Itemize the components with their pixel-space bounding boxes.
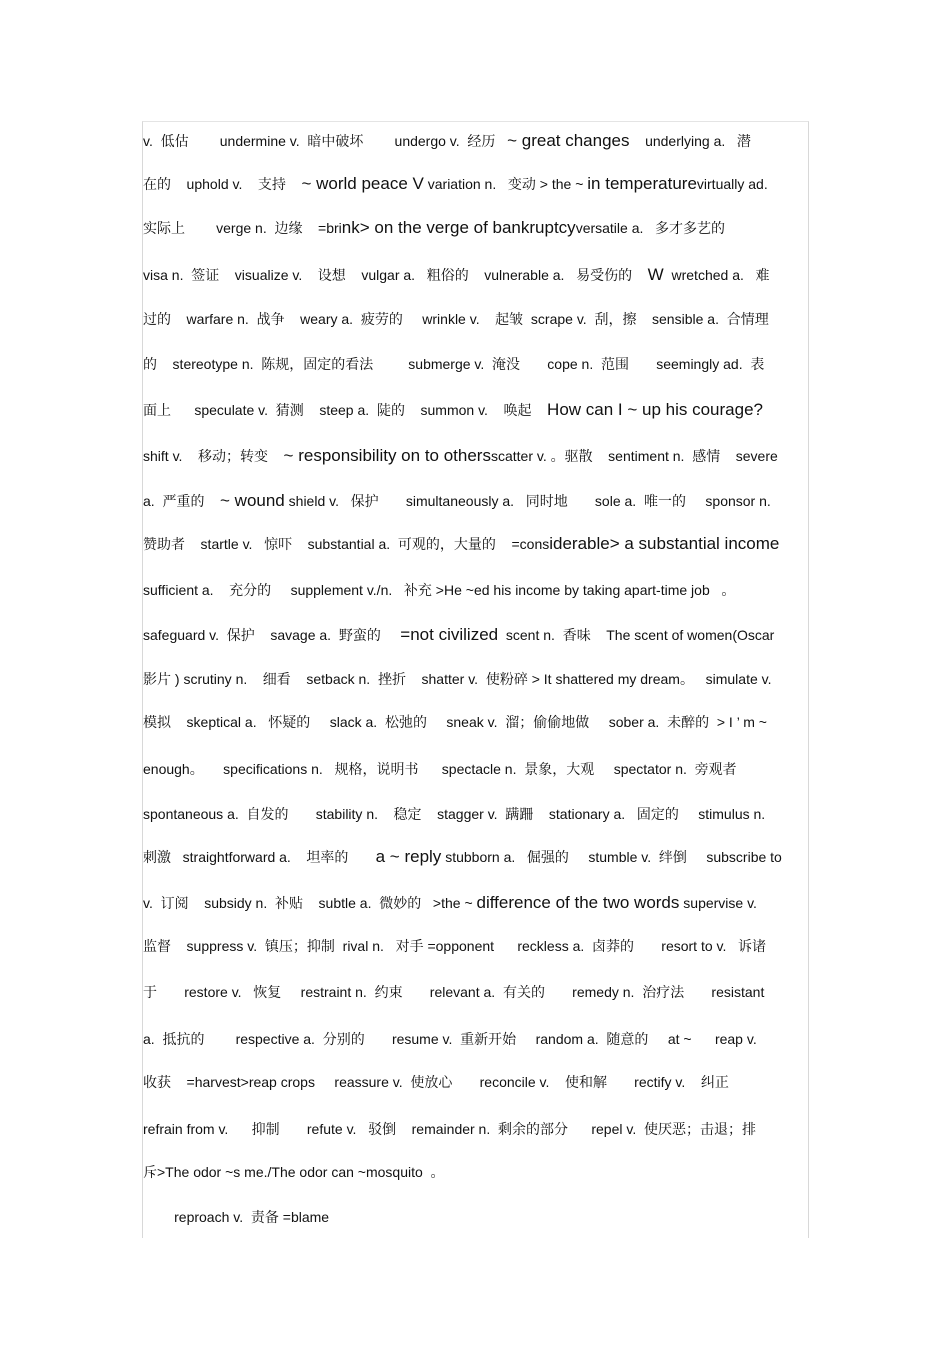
text-line — [143, 888, 813, 918]
text-line — [143, 486, 813, 516]
entry-text: safeguard v. 保护 savage a. 野蛮的 — [143, 627, 401, 643]
text-line — [143, 1067, 813, 1097]
example-phrase: ~ wound — [220, 491, 285, 510]
text-line — [143, 395, 813, 425]
entry-text: 面上 speculate v. 猜测 steep a. 陡的 summon v. 唤起 — [143, 402, 548, 418]
entry-text: v. 低估 undermine v. 暗中破坏 undergo v. 经历 — [143, 133, 508, 149]
entry-text: versatile a. 多才多艺的 — [575, 220, 726, 236]
entry-text: 实际上 verge n. 边缘 =bri — [143, 220, 342, 236]
entry-text: stubborn a. 倔强的 stumble v. 绊倒 subscribe to — [441, 849, 782, 865]
entry-text: 的 stereotype n. 陈规，固定的看法 submerge v. 淹没 cope n. 范围 seemingly ad. 表 — [143, 356, 765, 372]
entry-text: virtually ad. — [696, 176, 768, 192]
entry-text: reproach v. 责备 =blame — [143, 1209, 330, 1225]
text-line — [143, 1024, 813, 1054]
text-line — [143, 260, 813, 290]
entry-text: spontaneous a. 自发的 stability n. 稳定 stagger v. 蹒跚 stationary a. 固定的 stimulus n. — [143, 806, 766, 822]
text-line — [143, 1114, 813, 1144]
entry-text: 赞助者 startle v. 惊吓 substantial a. 可观的，大量的 =cons — [143, 536, 550, 552]
entry-text: a. 严重的 — [143, 493, 221, 509]
entry-text: supervise v. — [679, 895, 757, 911]
entry-text: 模拟 skeptical a. 怀疑的 slack a. 松弛的 sneak v. 溜；偷偷地做 sober a. 未醉的 > I ’ m ~ — [143, 714, 767, 730]
entry-text: 于 restore v. 恢复 restraint n. 约束 relevant a. 有关的 remedy n. 治疗法 resistant — [143, 984, 765, 1000]
text-line — [143, 977, 813, 1007]
entry-text: enough。 specifications n. 规格，说明书 spectacle n. 景象，大观 spectator n. 旁观者 — [143, 761, 737, 777]
example-phrase: nk> on the verge of bankruptcy — [341, 218, 576, 237]
text-line — [143, 620, 813, 650]
example-phrase: difference of the two words — [476, 893, 680, 912]
entry-text: visa n. 签证 visualize v. 设想 vulgar a. 粗俗的 vulnerable a. 易受伤的 — [143, 267, 648, 283]
text-line — [143, 349, 813, 379]
text-line — [143, 1202, 813, 1232]
text-line — [143, 664, 813, 694]
example-phrase: How can I ~ up his courage? — [547, 400, 763, 419]
text-line — [143, 304, 813, 334]
example-phrase: ~ world peace V — [301, 174, 424, 193]
entry-text: refrain from v. 抑制 refute v. 驳倒 remainder n. 剩余的部分 repel v. 使厌恶；击退；排 — [143, 1121, 757, 1137]
text-line — [143, 799, 813, 829]
entry-text: 影片 ) scrutiny n. 细看 setback n. 挫折 shatter v. 使粉碎 > It shattered my dream。 simulate v. — [143, 671, 772, 687]
entry-text: a. 抵抗的 respective a. 分别的 resume v. 重新开始 random a. 随意的 at ~ reap v. — [143, 1031, 757, 1047]
example-phrase: =not civilized — [400, 625, 499, 644]
entry-text: underlying a. 潜 — [629, 133, 751, 149]
entry-text: 收获 =harvest>reap crops reassure v. 使放心 reconcile v. 使和解 rectify v. 纠正 — [143, 1074, 729, 1090]
text-line — [143, 126, 813, 156]
entry-text: 监督 suppress v. 镇压；抑制 rival n. 对手 =opponent reckless a. 卤莽的 resort to v. 诉诸 — [143, 938, 767, 954]
example-phrase: iderable> a substantial income — [549, 534, 780, 553]
text-line — [143, 1157, 813, 1187]
entry-text: scent n. 香味 The scent of women(Oscar — [498, 627, 775, 643]
example-phrase: W — [647, 265, 664, 284]
entry-text: wretched a. 难 — [663, 267, 770, 283]
text-line — [143, 575, 813, 605]
text-line — [143, 169, 813, 199]
example-phrase: in temperature — [587, 174, 697, 193]
entry-text: sufficient a. 充分的 supplement v./n. 补充 >He ~ed his income by taking apart-time job 。 — [143, 582, 736, 598]
text-line — [143, 931, 813, 961]
example-phrase: ~ great changes — [507, 131, 630, 150]
example-phrase: ~ responsibility on to others — [283, 446, 491, 465]
entry-text: 过的 warfare n. 战争 weary a. 疲劳的 wrinkle v. 起皱 scrape v. 刮，擦 sensible a. 合情理 — [143, 311, 769, 327]
text-line — [143, 213, 813, 243]
entry-text: 斥>The odor ~s me./The odor can ~mosquito 。 — [143, 1164, 445, 1180]
example-phrase: a ~ reply — [375, 847, 442, 866]
entry-text: 刺激 straightforward a. 坦率的 — [143, 849, 376, 865]
entry-text: shield v. 保护 simultaneously a. 同时地 sole a. 唯一的 sponsor n. — [284, 493, 771, 509]
text-line — [143, 441, 813, 471]
text-line — [143, 842, 813, 872]
text-line — [143, 529, 813, 559]
entry-text: v. 订阅 subsidy n. 补贴 subtle a. 微妙的 >the ~ — [143, 895, 477, 911]
text-line — [143, 754, 813, 784]
entry-text: scatter v. 。驱散 sentiment n. 感情 severe — [490, 448, 778, 464]
entry-text: variation n. 变动 > the ~ — [423, 176, 588, 192]
entry-text: shift v. 移动；转变 — [143, 448, 284, 464]
entry-text: 在的 uphold v. 支持 — [143, 176, 302, 192]
text-line — [143, 707, 813, 737]
